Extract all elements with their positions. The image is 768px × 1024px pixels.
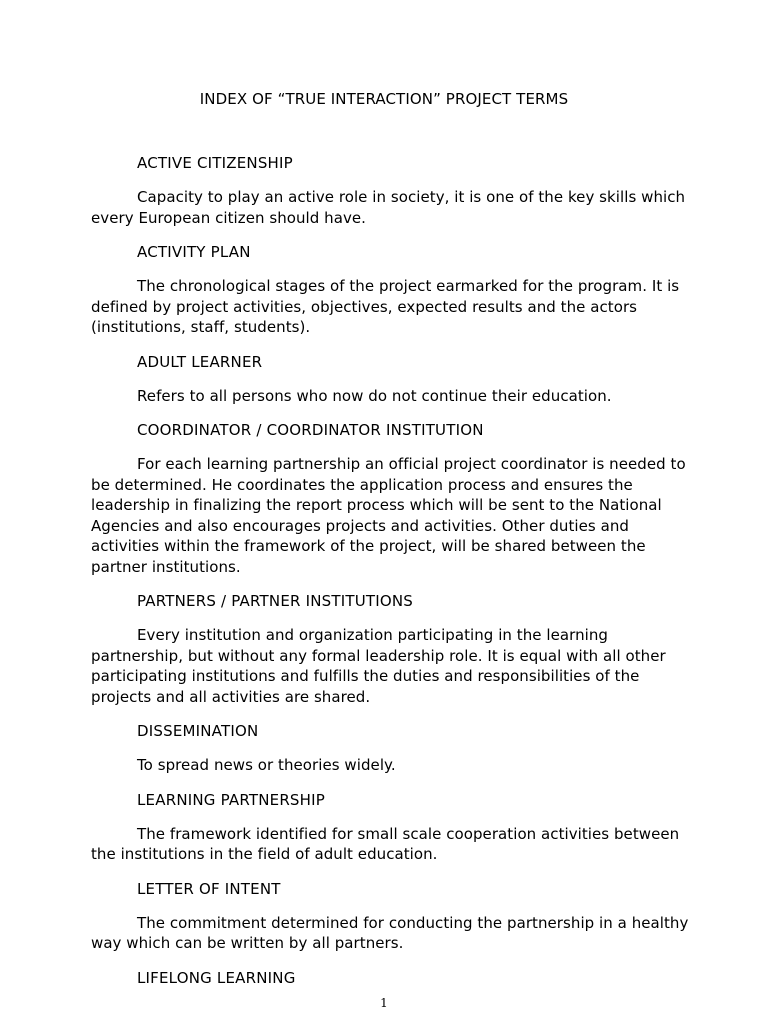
glossary-term: DISSEMINATION: [137, 722, 259, 740]
glossary-definition: The commitment determined for conducting the partnership in a healthy way which can be written by all partners.: [91, 913, 689, 952]
glossary-definition: Every institution and organization participating in the learning partnership, but without any formal leadership role. It is equal with all other participating institutions and fulfills the duties and responsibilities of the projects and all activities are shared.: [91, 626, 666, 706]
glossary-definition: The framework identified for small scale cooperation activities between the institutions in the field of adult education.: [91, 824, 680, 863]
glossary-definition: The chronological stages of the project earmarked for the program. It is defined by project activities, objectives, expected results and the actors (institutions, staff, students).: [91, 277, 680, 336]
glossary-entry: [91, 721, 689, 776]
glossary-term: PARTNERS / PARTNER INSTITUTIONS: [137, 592, 414, 610]
glossary-definition: Refers to all persons who now do not continue their education.: [137, 386, 612, 405]
glossary-definition: To spread news or theories widely.: [137, 756, 396, 774]
glossary-term: LEARNING PARTNERSHIP: [137, 790, 326, 809]
glossary-entry: [91, 790, 689, 865]
glossary-term: ACTIVE CITIZENSHIP: [137, 154, 293, 172]
document-title: INDEX OF “TRUE INTERACTION” PROJECT TERMS: [199, 90, 569, 108]
glossary-entry: [91, 242, 689, 338]
glossary-entry: [91, 879, 689, 954]
glossary-term: ACTIVITY PLAN: [137, 243, 251, 261]
glossary-definition: For each learning partnership an official project coordinator is needed to be determined. He coordinates the application process and ensures the leadership in finalizing the report process which will be sent to the National Agencies and also encourages projects and activities. Other duties and activities within the framework of the project, will be shared between the partner institutions.: [91, 455, 686, 576]
glossary-term: LIFELONG LEARNING: [137, 968, 296, 987]
page-number: 1: [380, 996, 388, 1010]
glossary-entry: [91, 420, 689, 577]
glossary-term: COORDINATOR / COORDINATOR INSTITUTION: [137, 421, 484, 439]
glossary-entry: [91, 591, 689, 707]
glossary-list: [91, 153, 689, 989]
glossary-definition: Capacity to play an active role in society, it is one of the key skills which every European citizen should have.: [91, 188, 686, 227]
glossary-entry: [91, 968, 689, 989]
glossary-term: LETTER OF INTENT: [137, 879, 281, 898]
glossary-entry: [91, 352, 689, 407]
glossary-term: ADULT LEARNER: [137, 352, 263, 371]
glossary-entry: [91, 153, 689, 228]
